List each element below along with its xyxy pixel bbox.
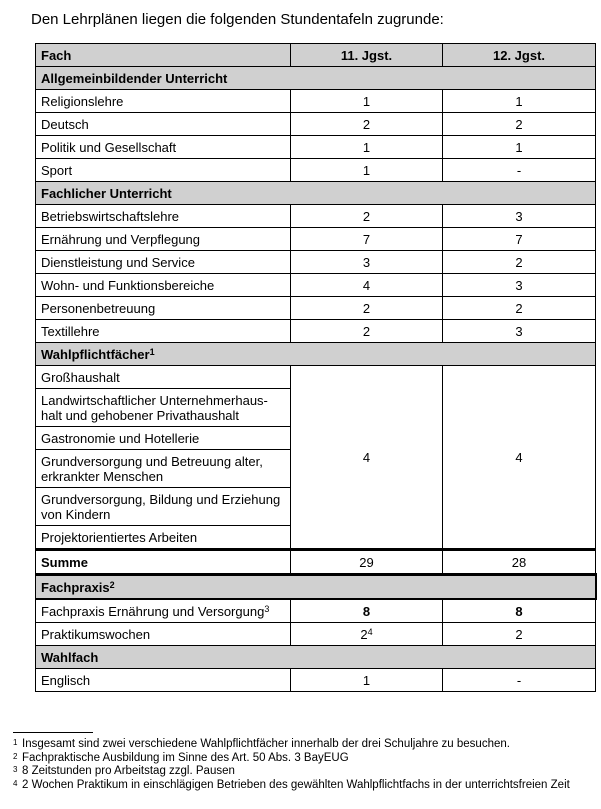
footnote bbox=[13, 765, 593, 779]
subject-cell: Betriebswirtschaftslehre bbox=[36, 205, 291, 228]
subject-cell: Gastronomie und Hotellerie bbox=[36, 427, 291, 450]
table-row bbox=[36, 113, 596, 136]
timetable bbox=[35, 43, 597, 692]
footnote-text: Fachpraktische Ausbildung im Sinne des Art. 50 Abs. 3 BayEUG bbox=[22, 751, 349, 764]
footnote-mark: 1 bbox=[13, 738, 18, 747]
subject-cell: Sport bbox=[36, 159, 291, 182]
grade-11-cell: 4 bbox=[291, 366, 443, 550]
grade-12-cell: 2 bbox=[443, 623, 596, 646]
section-title: Fachlicher Unterricht bbox=[36, 182, 596, 205]
footnotes bbox=[13, 738, 593, 792]
grade-11-cell bbox=[291, 623, 443, 646]
grade-12-cell: 4 bbox=[443, 366, 596, 550]
grade-12-cell: - bbox=[443, 669, 596, 692]
table-row bbox=[36, 205, 596, 228]
grade-11-cell: 4 bbox=[291, 274, 443, 297]
grade-11-cell: 29 bbox=[291, 550, 443, 575]
grade-12-cell: 2 bbox=[443, 297, 596, 320]
table-row bbox=[36, 274, 596, 297]
grade-11-cell: 2 bbox=[291, 205, 443, 228]
subject-cell: Textillehre bbox=[36, 320, 291, 343]
footnote-mark: 2 bbox=[13, 751, 18, 761]
table-row bbox=[36, 297, 596, 320]
subject-cell: Politik und Gesellschaft bbox=[36, 136, 291, 159]
subject-cell: Projektorientiertes Arbeiten bbox=[36, 526, 291, 550]
footnote bbox=[13, 738, 593, 752]
footnote bbox=[13, 779, 593, 793]
section-title bbox=[36, 575, 596, 600]
table-row bbox=[36, 366, 596, 389]
table-row bbox=[36, 136, 596, 159]
subject-cell: Religionslehre bbox=[36, 90, 291, 113]
subject-cell: Personenbetreuung bbox=[36, 297, 291, 320]
section-practice bbox=[36, 575, 596, 600]
grade-11-cell: 2 bbox=[291, 113, 443, 136]
grade-12-cell: 3 bbox=[443, 320, 596, 343]
grade-12-cell: - bbox=[443, 159, 596, 182]
subject-cell: Englisch bbox=[36, 669, 291, 692]
grade-11-cell: 2 bbox=[291, 297, 443, 320]
grade-12-cell: 1 bbox=[443, 90, 596, 113]
grade-12-cell: 2 bbox=[443, 251, 596, 274]
subject-cell: Dienstleistung und Service bbox=[36, 251, 291, 274]
section-title bbox=[36, 343, 596, 366]
grade-12-cell: 1 bbox=[443, 136, 596, 159]
subject-cell: Grundversorgung und Betreuung alter, erkrankter Menschen bbox=[36, 450, 291, 488]
table-row bbox=[36, 320, 596, 343]
section-optional bbox=[36, 646, 596, 669]
subject-cell: Praktikumswochen bbox=[36, 623, 291, 646]
table-row bbox=[36, 159, 596, 182]
grade-11-cell: 2 bbox=[291, 320, 443, 343]
footnote-separator bbox=[13, 732, 93, 733]
section-title-text: Wahlpflichtfächer bbox=[41, 346, 150, 362]
grade-11-cell: 1 bbox=[291, 159, 443, 182]
table-row bbox=[36, 251, 596, 274]
sum-label: Summe bbox=[36, 550, 291, 575]
subject-cell bbox=[36, 599, 291, 623]
grade-12-cell: 8 bbox=[443, 599, 596, 623]
grade-11-cell: 8 bbox=[291, 599, 443, 623]
section-electives bbox=[36, 343, 596, 366]
subject-cell: Deutsch bbox=[36, 113, 291, 136]
grade-12-cell: 3 bbox=[443, 274, 596, 297]
footnote bbox=[13, 752, 593, 766]
intro-text: Den Lehrplänen liegen die folgenden Stundentafeln zugrunde: bbox=[31, 11, 444, 28]
table-row bbox=[36, 599, 596, 623]
table-row bbox=[36, 228, 596, 251]
section-title: Allgemeinbildender Unterricht bbox=[36, 67, 596, 90]
grade-11-cell: 1 bbox=[291, 669, 443, 692]
footnote-mark: 3 bbox=[13, 765, 18, 774]
table-header-row bbox=[36, 44, 596, 67]
subject-cell: Grundversorgung, Bildung und Erziehung von Kindern bbox=[36, 488, 291, 526]
footnote-ref: 3 bbox=[264, 603, 270, 614]
sum-row bbox=[36, 550, 596, 575]
footnote-text: Insgesamt sind zwei verschiedene Wahlpflichtfächer innerhalb der drei Schuljahre zu besuchen. bbox=[22, 738, 510, 750]
grade-11-cell: 1 bbox=[291, 90, 443, 113]
grade-12-cell: 28 bbox=[443, 550, 596, 575]
subject-cell: Großhaushalt bbox=[36, 366, 291, 389]
section-general bbox=[36, 67, 596, 90]
grade-11-cell: 1 bbox=[291, 136, 443, 159]
subject-text: Fachpraxis Ernährung und Versorgung bbox=[41, 603, 265, 619]
header-grade-12: 12. Jgst. bbox=[443, 44, 596, 67]
grade-12-cell: 7 bbox=[443, 228, 596, 251]
footnote-text: 2 Wochen Praktikum in einschlägigen Betrieben des gewählten Wahlpflichtfachs in der unterrichtsfreien Zeit bbox=[22, 778, 570, 791]
section-title: Wahlfach bbox=[36, 646, 596, 669]
grade-12-cell: 3 bbox=[443, 205, 596, 228]
footnote-ref: 1 bbox=[149, 346, 155, 357]
footnote-mark: 4 bbox=[13, 778, 18, 788]
grade-11-cell: 3 bbox=[291, 251, 443, 274]
section-professional bbox=[36, 182, 596, 205]
grade-12-cell: 2 bbox=[443, 113, 596, 136]
header-subject: Fach bbox=[36, 44, 291, 67]
table-row bbox=[36, 669, 596, 692]
subject-cell: Wohn- und Funktionsbereiche bbox=[36, 274, 291, 297]
header-grade-11: 11. Jgst. bbox=[291, 44, 443, 67]
table-row bbox=[36, 623, 596, 646]
footnote-ref: 4 bbox=[367, 626, 373, 637]
subject-cell: Ernährung und Verpflegung bbox=[36, 228, 291, 251]
value-text: 2 bbox=[360, 626, 368, 642]
table-row bbox=[36, 90, 596, 113]
section-title-text: Fachpraxis bbox=[41, 579, 110, 595]
grade-11-cell: 7 bbox=[291, 228, 443, 251]
subject-cell: Landwirtschaftlicher Unternehmerhaus-halt und gehobener Privathaushalt bbox=[36, 389, 291, 427]
footnote-ref: 2 bbox=[109, 579, 115, 590]
footnote-text: 8 Zeitstunden pro Arbeitstag zzgl. Pausen bbox=[22, 765, 235, 777]
